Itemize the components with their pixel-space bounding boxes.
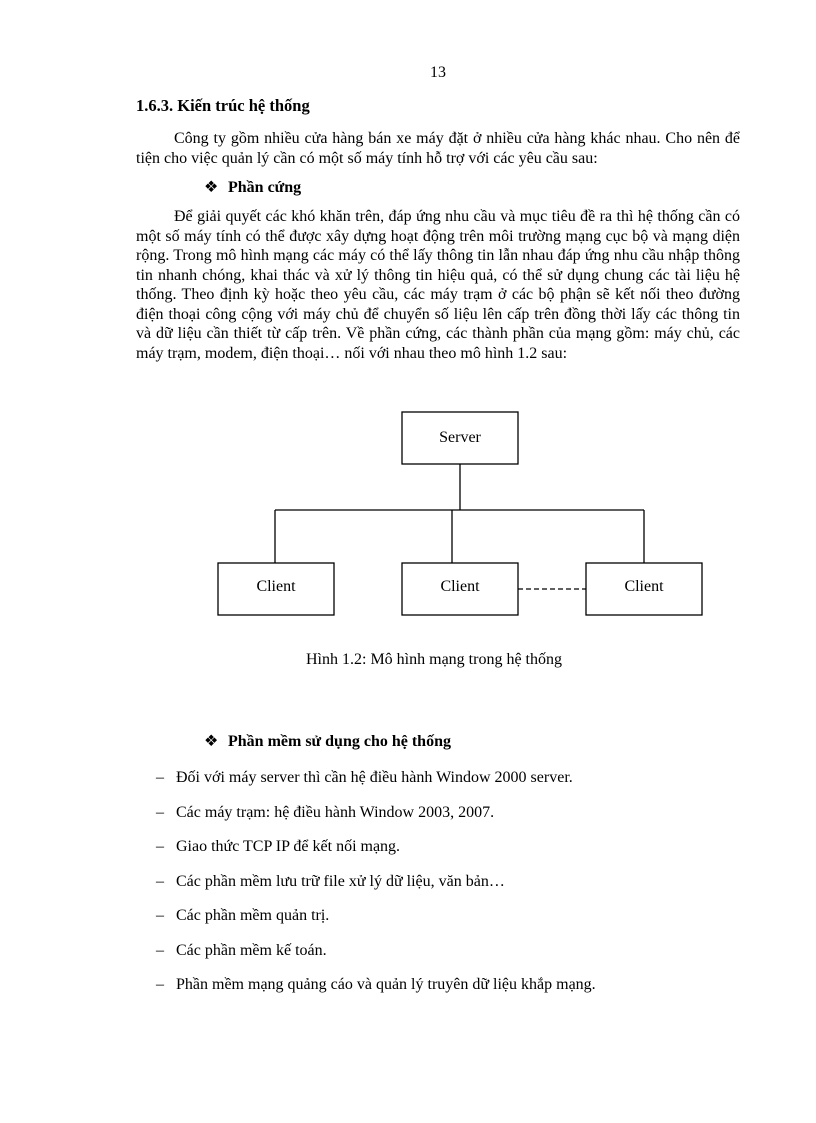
dash-bullet: –	[156, 941, 164, 959]
hardware-paragraph: Để giải quyết các khó khăn trên, đáp ứng nhu cầu và mục tiêu đề ra thì hệ thống cần có một số máy tính có thể được xây dựng hoạt động trên môi trường mạng cục bộ và mạng diện rộng. Trong mô hình mạng các máy có thể lấy thông tin lẫn nhau đáp ứng nhu cầu nhập thông tin nhanh chóng, khai thác và xử lý thông tin hiệu quả, có thể sử dụng chung các tài liệu hệ thống. Theo định kỳ hoặc theo yêu cầu, các máy trạm ở các bộ phận sẽ kết nối theo đường điện thoại công cộng với máy chủ để chuyển số liệu lên cấp trên đồng thời lấy các thông tin và dữ liệu cần thiết từ cấp trên. Về phần cứng, các thành phần của mạng gồm: máy chủ, các máy trạm, modem, điện thoại… nối với nhau theo mô hình 1.2 sau:	[136, 208, 740, 362]
list-item	[156, 768, 596, 803]
figure-caption: Hình 1.2: Mô hình mạng trong hệ thống	[306, 651, 562, 668]
page-number: 13	[430, 64, 446, 81]
list-item-text: Các máy trạm: hệ điều hành Window 2003, 2007.	[176, 803, 495, 821]
server-box	[402, 412, 518, 464]
client-label-left: Client	[256, 578, 296, 595]
server-label: Server	[439, 429, 481, 446]
dash-bullet: –	[156, 872, 164, 890]
dash-bullet: –	[156, 907, 164, 924]
client-box-center	[402, 563, 518, 615]
list-item-text: Phần mềm mạng quảng cáo và quản lý truyên dữ liệu khắp mạng.	[176, 976, 596, 993]
dash-bullet: –	[156, 769, 164, 786]
list-item-text: Các phần mềm kế toán.	[176, 941, 327, 959]
list-item	[156, 803, 596, 838]
diamond-bullet-icon: ❖	[204, 179, 219, 196]
client-label-right: Client	[624, 578, 664, 595]
diamond-bullet-icon: ❖	[204, 733, 219, 750]
hardware-title: Phần cứng	[228, 179, 302, 196]
client-box-left	[218, 563, 334, 615]
list-item-text: Đối với máy server thì cần hệ điều hành Window 2000 server.	[176, 769, 573, 786]
list-item	[156, 975, 596, 1010]
software-heading	[204, 731, 451, 751]
list-item	[156, 941, 596, 976]
software-title: Phần mềm sử dụng cho hệ thống	[228, 733, 451, 750]
client-label-center: Client	[440, 578, 480, 595]
list-item-text: Giao thức TCP IP để kết nối mạng.	[176, 838, 401, 855]
list-item	[156, 906, 596, 941]
hardware-heading	[204, 177, 301, 197]
dash-bullet: –	[156, 803, 164, 821]
list-item	[156, 872, 596, 907]
list-item-text: Các phần mềm quản trị.	[176, 907, 330, 924]
dash-bullet: –	[156, 976, 164, 993]
client-box-right	[586, 563, 702, 615]
section-heading: 1.6.3. Kiến trúc hệ thống	[136, 96, 310, 115]
software-list	[156, 768, 596, 1010]
dash-bullet: –	[156, 838, 164, 855]
list-item-text: Các phần mềm lưu trữ file xử lý dữ liệu, văn bản…	[176, 872, 505, 890]
list-item	[156, 837, 596, 872]
intro-paragraph: Công ty gồm nhiều cửa hàng bán xe máy đặt ở nhiều cửa hàng khác nhau. Cho nên để tiện cho việc quản lý cần có một số máy tính hỗ trợ với các yêu cầu sau:	[136, 130, 740, 167]
